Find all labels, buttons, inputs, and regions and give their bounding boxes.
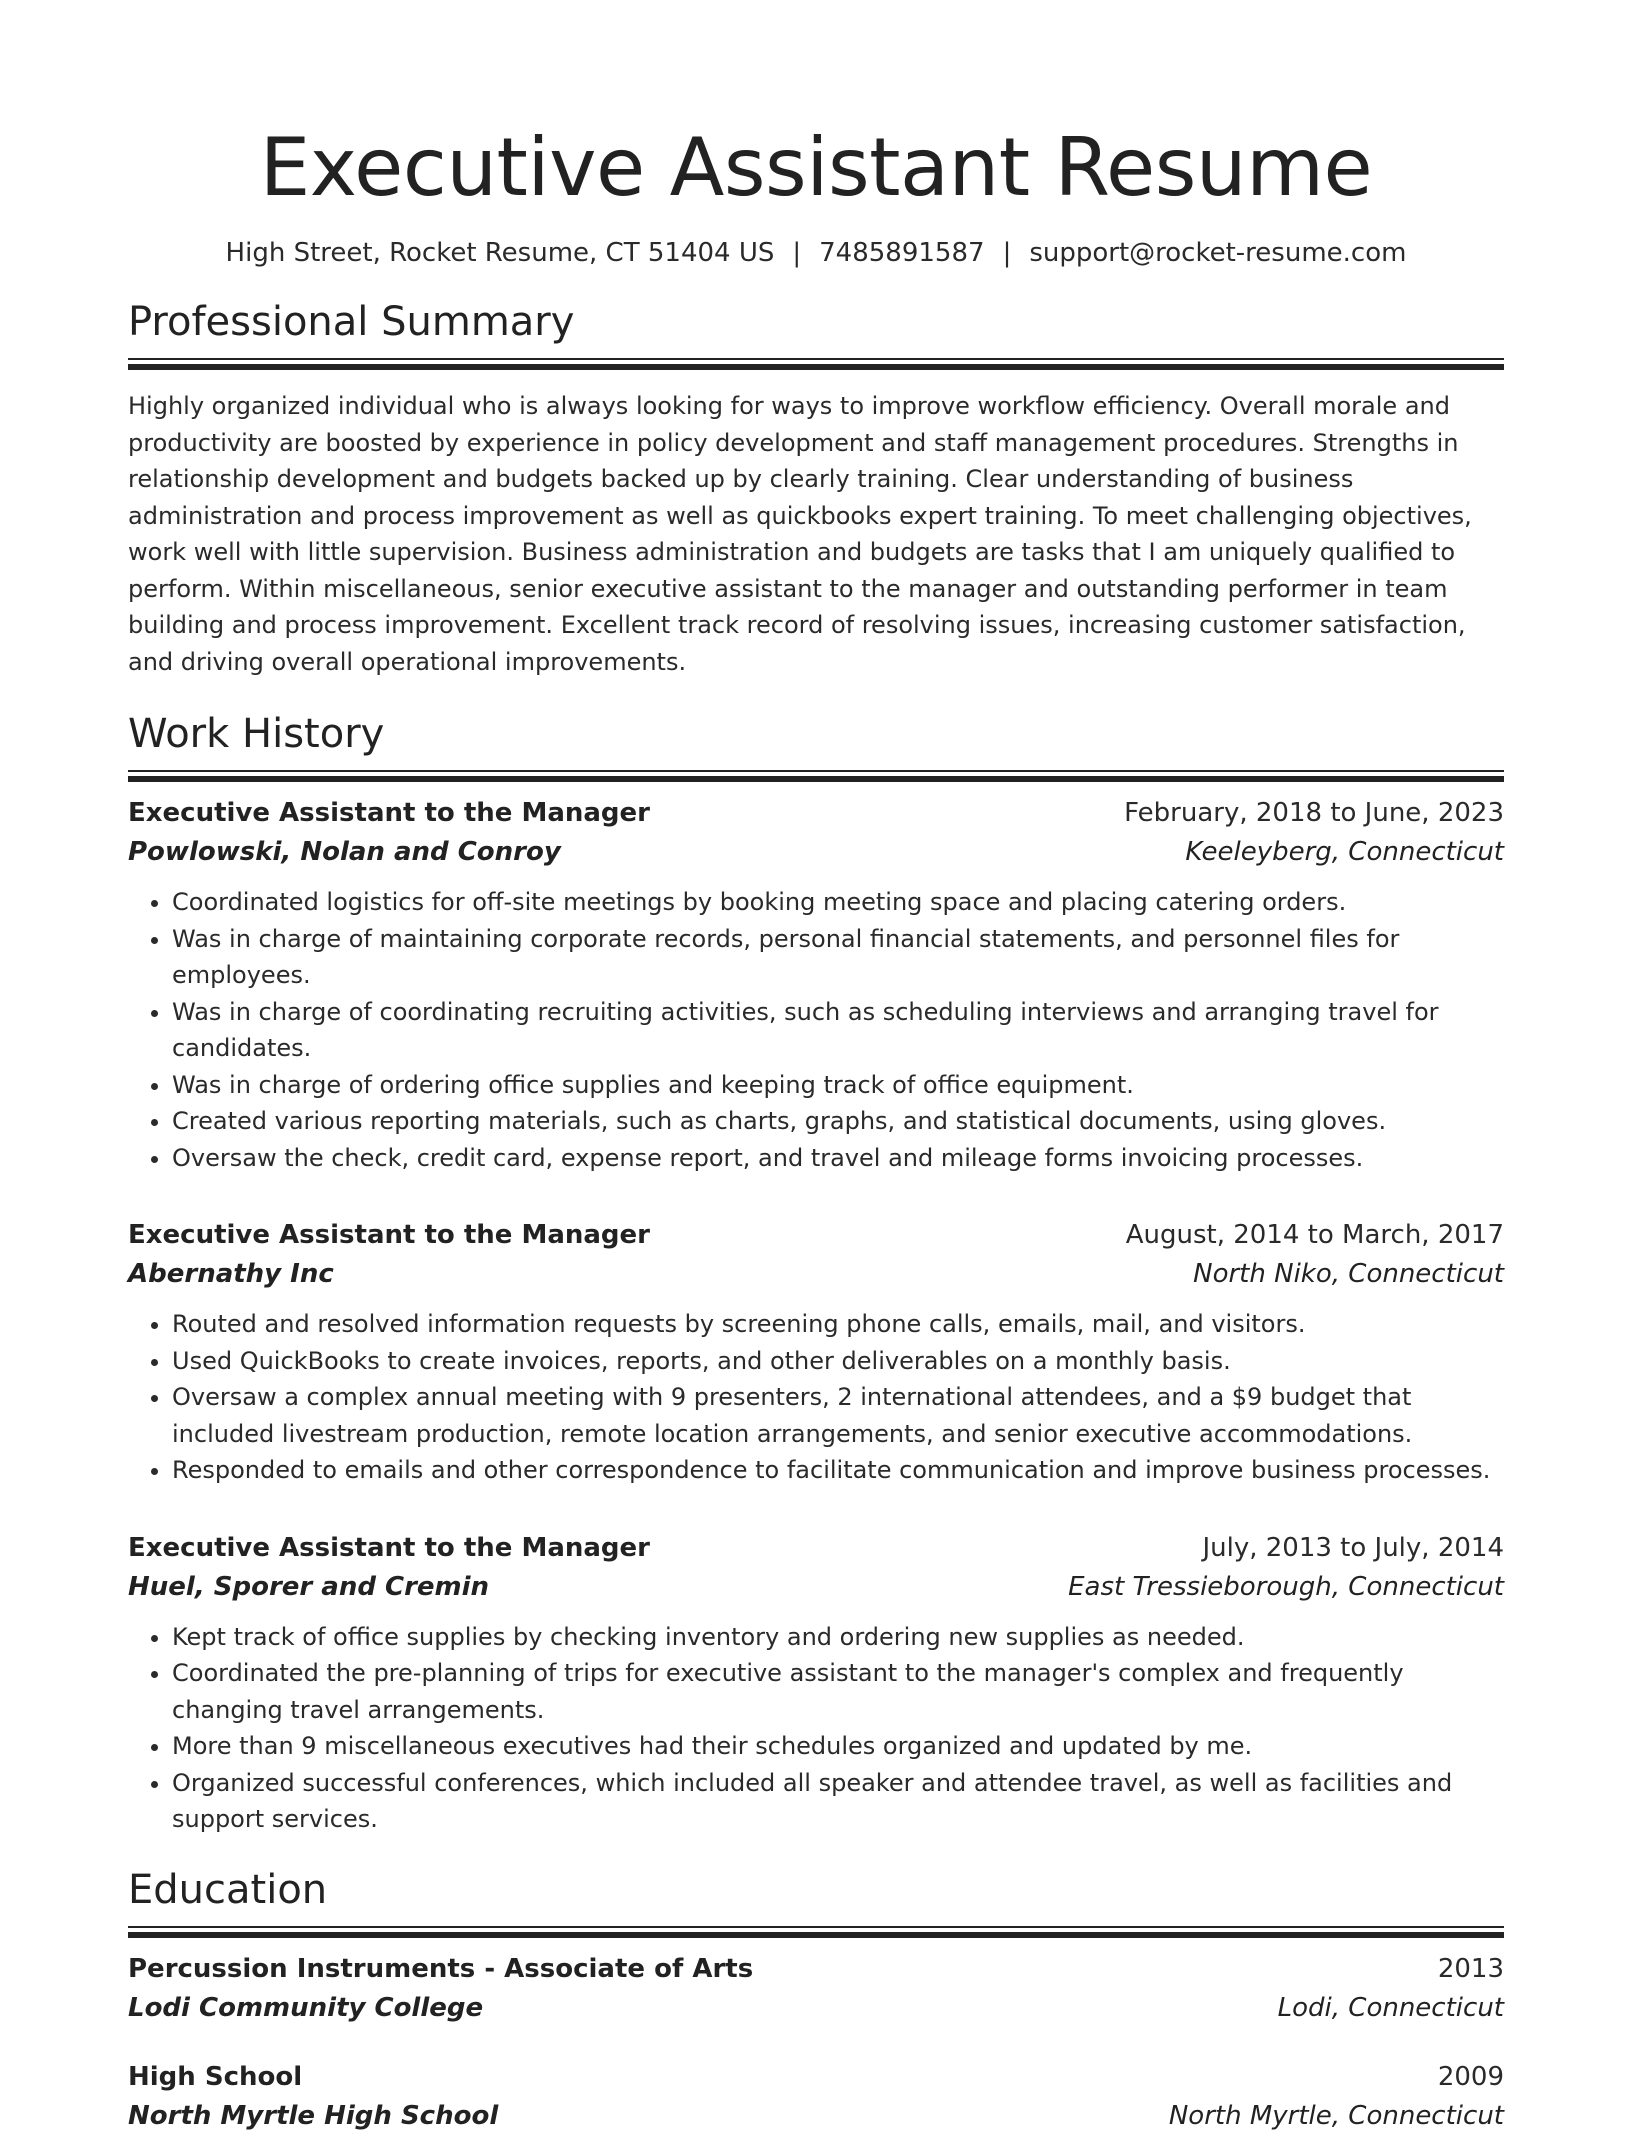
- school-location: North Myrtle, Connecticut: [1168, 2100, 1504, 2131]
- job-title: Executive Assistant to the Manager: [128, 798, 650, 828]
- contact-address: High Street, Rocket Resume, CT 51404 US: [225, 238, 775, 268]
- section-divider: [128, 358, 1504, 370]
- job-location: East Tressieborough, Connecticut: [1068, 1571, 1504, 1602]
- education-entry: [128, 2058, 1504, 2136]
- school-location: Lodi, Connecticut: [1277, 1992, 1504, 2023]
- job-location: North Niko, Connecticut: [1193, 1259, 1504, 1289]
- job-bullet: • More than 9 miscellaneous executives had their schedules organized and updated by me.: [172, 1728, 1504, 1765]
- company-name: Huel, Sporer and Cremin: [128, 1571, 490, 1602]
- job-bullet: • Was in charge of coordinating recruiting activities, such as scheduling interviews and arranging travel for candidates.: [172, 994, 1504, 1067]
- school-name: North Myrtle High School: [128, 2100, 499, 2131]
- section-heading-summary: Professional Summary: [128, 299, 575, 345]
- summary-text: Highly organized individual who is always looking for ways to improve workflow efficiency. Overall morale and productivity are boosted by experience in policy development and staff management procedures. Strengths in relationship development and budgets backed up by clearly training. Clear understanding of business administration and process improvement as well as quickbooks expert training. To meet challenging objectives, work well with little supervision. Business administration and budgets are tasks that I am uniquely qualified to perform. Within miscellaneous, senior executive assistant to the manager and outstanding performer in team building and process improvement. Excellent track record of resolving issues, increasing customer satisfaction, and driving overall operational improvements.: [128, 392, 1472, 676]
- job-bullets: [128, 1619, 1504, 1838]
- job-bullet: • Oversaw the check, credit card, expense report, and travel and mileage forms invoicing processes.: [172, 1140, 1504, 1177]
- job-bullet: • Was in charge of ordering office supplies and keeping track of office equipment.: [172, 1067, 1504, 1104]
- section-divider: [128, 770, 1504, 782]
- job-title: Executive Assistant to the Manager: [128, 1220, 650, 1250]
- job-bullet: • Kept track of office supplies by checking inventory and ordering new supplies as needed.: [172, 1619, 1504, 1656]
- job-entry: [128, 1529, 1504, 1838]
- job-bullet: • Routed and resolved information requests by screening phone calls, emails, mail, and visitors.: [172, 1306, 1504, 1343]
- resume-page: [128, 0, 1504, 2136]
- work-history-section: [128, 710, 1504, 1838]
- job-bullets: [128, 884, 1504, 1176]
- company-name: Powlowski, Nolan and Conroy: [128, 837, 561, 867]
- contact-email: support@rocket-resume.com: [1029, 238, 1407, 268]
- job-bullet: • Coordinated the pre-planning of trips for executive assistant to the manager's complex and frequently changing travel arrangements.: [172, 1655, 1504, 1728]
- graduation-year: 2013: [1437, 1953, 1504, 1984]
- job-bullet: • Responded to emails and other correspondence to facilitate communication and improve business processes.: [172, 1452, 1504, 1489]
- job-bullet: • Used QuickBooks to create invoices, reports, and other deliverables on a monthly basis.: [172, 1343, 1504, 1380]
- professional-summary-section: [128, 298, 1504, 680]
- job-bullet: • Organized successful conferences, which included all speaker and attendee travel, as well as facilities and support services.: [172, 1765, 1504, 1838]
- job-bullets: [128, 1306, 1504, 1489]
- job-entry: [128, 1216, 1504, 1489]
- job-title: Executive Assistant to the Manager: [128, 1532, 650, 1563]
- contact-separator: |: [1002, 238, 1012, 268]
- company-name: Abernathy Inc: [128, 1259, 334, 1289]
- section-divider: [128, 1926, 1504, 1938]
- contact-separator: |: [792, 238, 802, 268]
- resume-title: Executive Assistant Resume: [259, 121, 1373, 214]
- job-dates: February, 2018 to June, 2023: [1124, 798, 1504, 828]
- job-bullet: • Oversaw a complex annual meeting with 9 presenters, 2 international attendees, and a $9 budget that included livestream production, remote location arrangements, and senior executive accommodations.: [172, 1379, 1504, 1452]
- contact-phone: 7485891587: [819, 238, 985, 268]
- job-entry: [128, 794, 1504, 1176]
- education-entry: [128, 1950, 1504, 2028]
- education-section: [128, 1866, 1504, 2136]
- section-heading-education: Education: [128, 1866, 328, 1913]
- job-location: Keeleyberg, Connecticut: [1185, 837, 1504, 867]
- section-heading-work: Work History: [128, 711, 385, 757]
- graduation-year: 2009: [1437, 2061, 1504, 2092]
- job-bullet: • Coordinated logistics for off-site meetings by booking meeting space and placing catering orders.: [172, 884, 1504, 921]
- job-bullet: • Was in charge of maintaining corporate records, personal financial statements, and personnel files for employees.: [172, 921, 1504, 994]
- job-bullet: • Created various reporting materials, such as charts, graphs, and statistical documents, using gloves.: [172, 1103, 1504, 1140]
- degree-name: High School: [128, 2061, 303, 2092]
- contact-line: [128, 236, 1504, 270]
- school-name: Lodi Community College: [128, 1992, 484, 2023]
- job-dates: July, 2013 to July, 2014: [1202, 1532, 1504, 1563]
- job-dates: August, 2014 to March, 2017: [1125, 1220, 1504, 1250]
- degree-name: Percussion Instruments - Associate of Arts: [128, 1953, 754, 1984]
